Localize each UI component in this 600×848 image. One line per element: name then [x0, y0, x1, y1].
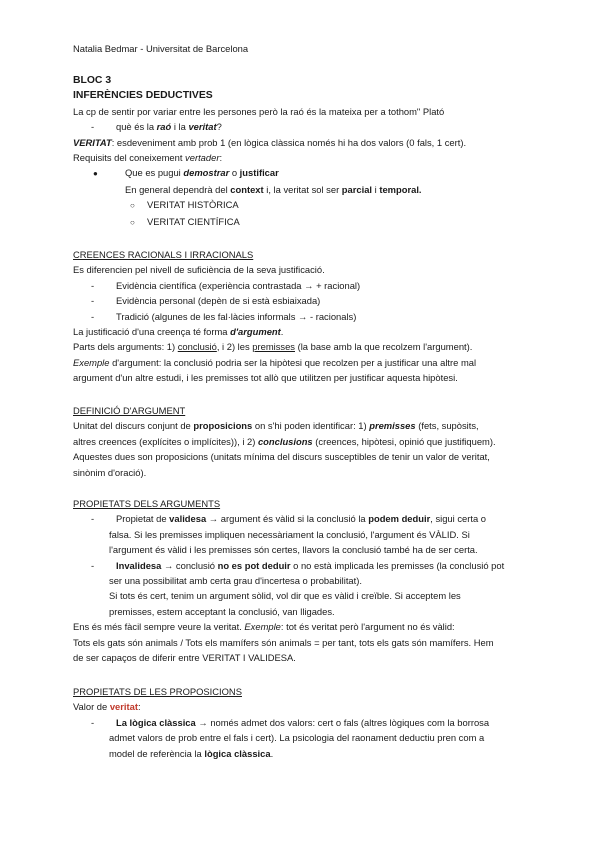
bloc-subtitle: INFERÈNCIES DEDUCTIVES	[73, 90, 213, 102]
logica-line2: admet valors de prob entre el fals i cert). La psicologia del raonament deductiu pren com a	[109, 732, 485, 744]
page-header: Natalia Bedmar - Universitat de Barcelona	[73, 43, 249, 54]
propietats-proposicions-heading: PROPIETATS DE LES PROPOSICIONS	[73, 686, 242, 697]
plato-quote: La cp de sentir por variar entre les persones però la raó és la mateixa per a tothom" Plató	[73, 105, 445, 117]
capacos-line: de ser capaços de diferir entre VERITAT I VALIDESA.	[73, 652, 296, 664]
definicio-line4: sinònim d'oració).	[73, 466, 147, 478]
invalidesa-line1: - Invalidesa → conclusió no es pot deduir o no està implicada les premisses (la conclusió pot	[91, 559, 505, 571]
logica-line1: - La lògica clàssica → només admet dos valors: cert o fals (altres lògiques com la borrosa	[91, 716, 490, 728]
bloc-title: BLOC 3	[73, 75, 112, 86]
definicio-line2: altres creences (explícites o implícites)), i 2) conclusions (creences, hipòtesi, opinió que justifiquem).	[73, 435, 496, 447]
sub-item-cientifica: ○ VERITAT CIENTÍFICA	[73, 214, 535, 230]
list-item: - Evidència científica (experiència contrastada → + racional)	[91, 279, 361, 291]
creences-section	[73, 247, 535, 386]
logica-line3: model de referència la lògica clàssica.	[109, 747, 274, 759]
sub-item-historica: ○ VERITAT HISTÒRICA	[73, 197, 535, 213]
bloc-section	[73, 73, 535, 230]
validesa-line2: falsa. Si les premisses impliquen necessàriament la conclusió, l'argument és VÀLID. Si	[109, 528, 470, 540]
propietats-arguments-section	[73, 496, 535, 665]
creences-heading: CREENCES RACIONALS I IRRACIONALS	[73, 249, 254, 260]
definicio-line1: Unitat del discurs conjunt de proposicions on s'hi poden identificar: 1) premisses (fets, supòsits,	[73, 420, 479, 432]
invalidesa-line2: ser una possibilitat amb certa grau d'incertesa o probabilitat).	[109, 575, 362, 587]
valor-line: Valor de veritat:	[73, 701, 141, 713]
definicio-heading: DEFINICIÓ D'ARGUMENT	[73, 405, 186, 416]
question-line: - què és la raó i la veritat?	[91, 121, 222, 133]
facil-line: Ens és més fàcil sempre veure la veritat. Exemple: tot és veritat però l'argument no és vàlid:	[73, 621, 455, 633]
validesa-line1: - Propietat de validesa → argument és vàlid si la conclusió la podem deduir, sigui certa o	[91, 513, 486, 525]
list-item: - Evidència personal (depèn de si està esbiaixada)	[91, 295, 321, 307]
veritat-definition: VERITAT: esdeveniment amb prob 1 (en lògica clàssica només hi ha dos valors (0 fals, 1 cert).	[73, 136, 467, 148]
exemple-line2: argument d'un altre estudi, i les premisses tot allò que utilitzen per justificar aquesta hipòtesi.	[73, 372, 458, 384]
definicio-section	[73, 403, 535, 480]
parts-line: Parts dels arguments: 1) conclusió, i 2) les premisses (la base amb la que recolzem l'argument).	[73, 341, 473, 353]
general-line: En general dependrà del context i, la veritat sol ser parcial i temporal.	[125, 183, 422, 195]
requisits-line: Requisits del coneixement vertader:	[73, 152, 223, 164]
definicio-line3: Aquestes dues son proposicions (unitats mínima del discurs susceptibles de tenir un valor de veritat,	[73, 451, 490, 463]
bullet-demostrar: ● Que es pugui demostrar o justificar	[73, 165, 535, 181]
circle-bullet-icon: ○	[130, 201, 135, 211]
exemple-line1: Exemple d'argument: la conclusió podria ser la hipòtesi que recolzen per a justificar una altre mal	[73, 356, 477, 368]
circle-bullet-icon: ○	[130, 217, 135, 227]
propietats-arguments-heading: PROPIETATS DELS ARGUMENTS	[73, 498, 221, 509]
invalidesa-line4: premisses, estem acceptant la conclusió, van lligades.	[109, 605, 335, 617]
validesa-line3: l'argument és vàlid i les premisses són certes, llavors la conclusió també ha de ser certa.	[109, 544, 478, 556]
creences-line1: Es diferencien pel nivell de suficiència de la seva justificació.	[73, 264, 325, 276]
justificacio-line: La justificació d'una creença té forma d'argument.	[73, 326, 284, 338]
bullet-dot-icon: ●	[93, 169, 98, 179]
gats-line: Tots els gats són animals / Tots els mamífers són animals = per tant, tots els gats són mamífers. Hem	[73, 636, 494, 648]
propietats-proposicions-section	[73, 684, 535, 761]
list-item: - Tradició (algunes de les fal·làcies informals → - racionals)	[91, 310, 357, 322]
invalidesa-line3: Si tots és cert, tenim un argument sòlid, vol dir que es vàlid i creïble. Si acceptem les	[109, 590, 461, 602]
